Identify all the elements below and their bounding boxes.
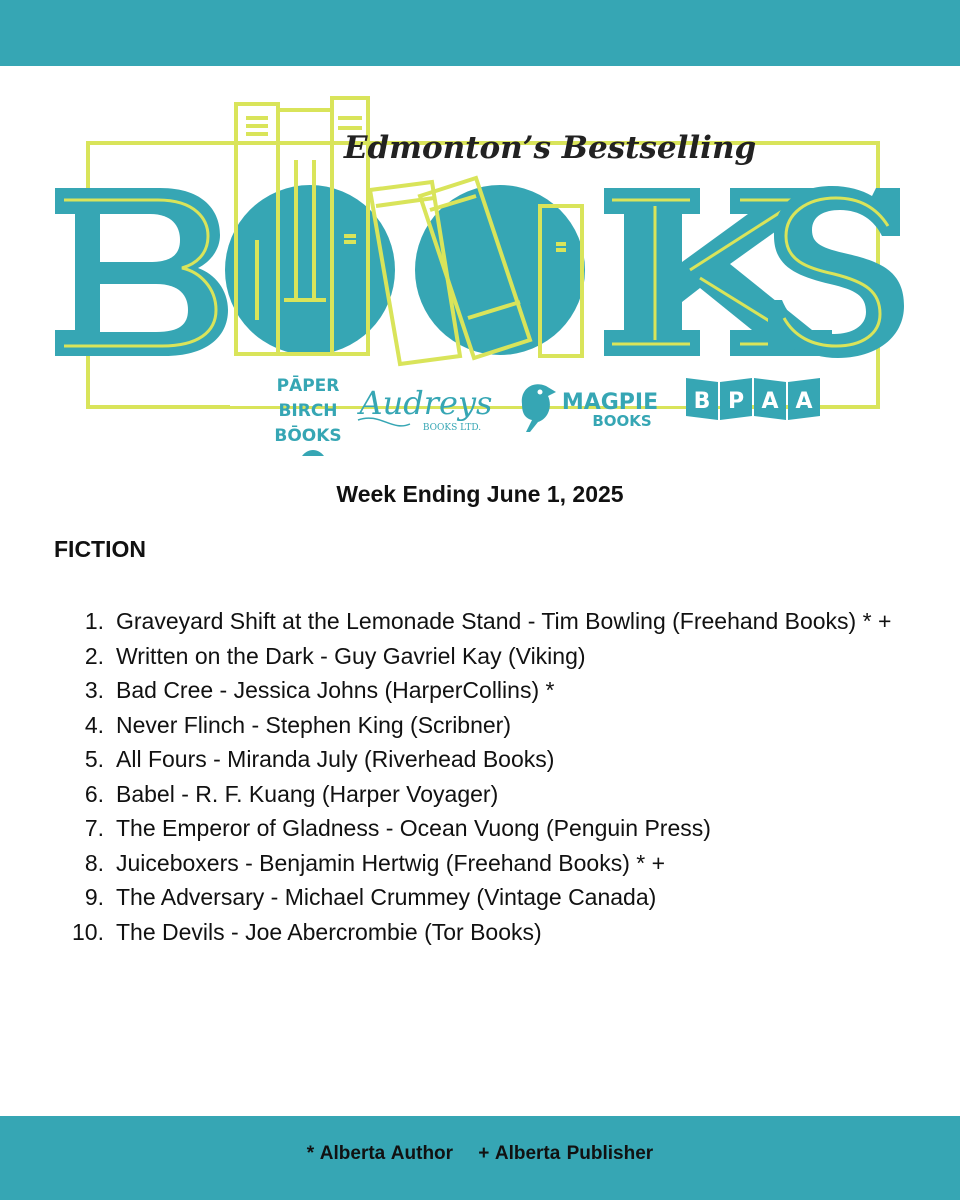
- svg-text:Audreys: Audreys: [359, 384, 493, 422]
- book-entry: The Devils - Joe Abercrombie (Tor Books): [116, 918, 542, 945]
- list-rank: 8.: [84, 849, 104, 876]
- legend-alberta-publisher: + Alberta Publisher: [478, 1143, 654, 1164]
- list-item: [54, 742, 894, 777]
- list-item: [54, 880, 894, 915]
- book-entry: Written on the Dark - Guy Gavriel Kay (Viking): [116, 642, 586, 669]
- book-entry: Babel - R. F. Kuang (Harper Voyager): [116, 780, 499, 807]
- book-entry: Juiceboxers - Benjamin Hertwig (Freehand Books) * +: [116, 849, 666, 876]
- svg-text:BŌOKS: BŌOKS: [274, 426, 342, 446]
- svg-text:BOOKS: BOOKS: [592, 412, 652, 430]
- list-rank: 4.: [84, 711, 104, 738]
- list-rank: 9.: [84, 884, 104, 910]
- svg-text:P: P: [727, 389, 745, 414]
- partner-logo-magpie: [522, 384, 658, 432]
- legend-spacer: [453, 1143, 478, 1164]
- week-ending-label: Week Ending June 1, 2025: [336, 481, 624, 507]
- list-item: [54, 639, 894, 674]
- list-item: [54, 673, 894, 708]
- list-rank: 5.: [84, 746, 104, 772]
- edmonton-bestselling-books-logo: [0, 66, 960, 466]
- list-item: [54, 708, 894, 743]
- book-entry: Bad Cree - Jessica Johns (HarperCollins) *: [116, 677, 555, 703]
- svg-text:BIRCH: BIRCH: [278, 401, 338, 421]
- svg-text:A: A: [761, 389, 779, 414]
- list-rank: 6.: [84, 780, 104, 807]
- partner-logo-paper-birch: [274, 374, 341, 456]
- list-item: [54, 915, 894, 950]
- footer-legend: [0, 1143, 960, 1165]
- svg-text:PĀPER: PĀPER: [276, 376, 340, 396]
- svg-text:BOOKS LTD.: BOOKS LTD.: [422, 423, 482, 433]
- letter-b: [55, 188, 228, 356]
- section-title-fiction: FICTION: [54, 536, 146, 562]
- list-rank: 10.: [72, 918, 104, 945]
- top-banner: [0, 0, 960, 66]
- book-entry: Graveyard Shift at the Lemonade Stand - Tim Bowling (Freehand Books) * +: [116, 608, 892, 634]
- book-entry: The Emperor of Gladness - Ocean Vuong (Penguin Press): [116, 815, 711, 841]
- legend-alberta-author: * Alberta Author: [306, 1143, 454, 1164]
- list-rank: 3.: [84, 677, 104, 703]
- logo-subtitle: Edmonton’s Bestselling: [343, 130, 757, 166]
- partner-logo-audreys: [357, 384, 493, 433]
- book-entry: Never Flinch - Stephen King (Scribner): [116, 711, 511, 738]
- fiction-bestseller-list: [54, 604, 894, 949]
- svg-text:B: B: [693, 389, 711, 414]
- svg-text:MAGPIE: MAGPIE: [561, 390, 659, 415]
- list-rank: 7.: [84, 815, 104, 841]
- list-item: [54, 811, 894, 846]
- list-item: [54, 846, 894, 881]
- svg-text:A: A: [795, 389, 813, 414]
- list-item: [54, 604, 894, 639]
- list-rank: 1.: [84, 608, 104, 634]
- book-entry: The Adversary - Michael Crummey (Vintage Canada): [116, 884, 657, 910]
- book-entry: All Fours - Miranda July (Riverhead Books): [116, 746, 555, 772]
- partner-logo-bpaa: [686, 378, 820, 420]
- letter-s: [768, 186, 904, 358]
- list-item: [54, 777, 894, 812]
- list-rank: 2.: [84, 642, 104, 669]
